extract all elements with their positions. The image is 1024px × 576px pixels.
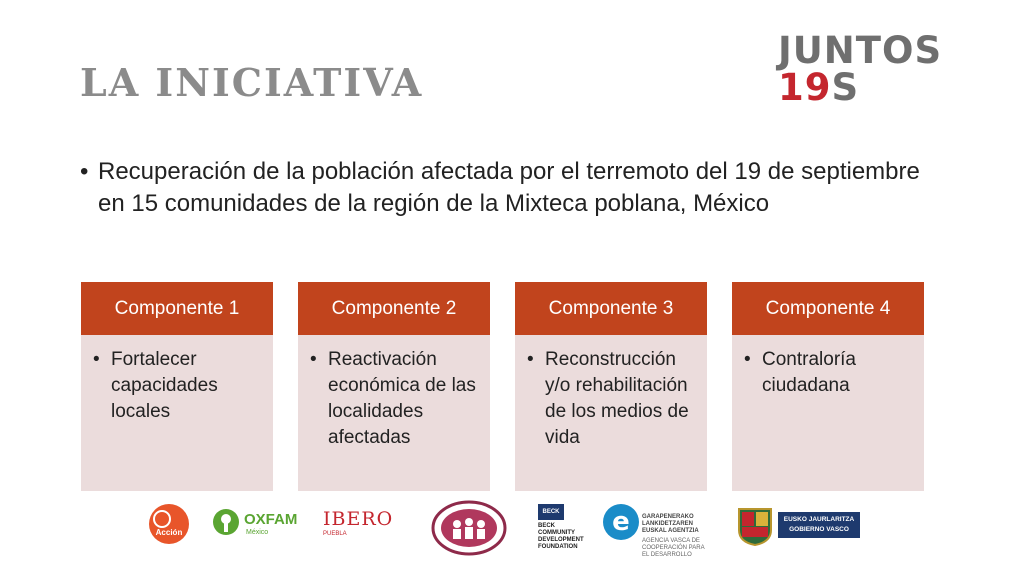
svg-text:e: e: [612, 507, 630, 537]
euskal-line: LANKIDETZAREN: [642, 521, 693, 527]
beck-line: DEVELOPMENT: [538, 537, 584, 543]
component-body: [298, 335, 490, 451]
oxfam-name: OXFAM: [244, 511, 298, 528]
component-card-2: [298, 282, 490, 491]
component-heading: Componente 1: [81, 282, 273, 335]
euskal-line: EL DESARROLLO: [642, 552, 692, 558]
euskal-line: COOPERACIÓN PARA: [642, 545, 705, 551]
oxfam-country: México: [246, 529, 269, 536]
brand-main-text: JUNTOS: [778, 29, 943, 72]
component-card-1: [81, 282, 273, 491]
component-body: [81, 335, 273, 425]
accion-logo: [149, 504, 189, 544]
beck-box: BECK: [538, 504, 564, 520]
beck-line: BECK: [538, 523, 556, 529]
euskal-line: EUSKAL AGENTZIA: [642, 528, 699, 534]
gobierno-vasco-logo: [736, 506, 864, 546]
component-item: Fortalecer capacidades locales: [111, 349, 218, 422]
brand-suffix: S: [831, 66, 860, 109]
bullet-icon: •: [80, 158, 89, 185]
component-heading: Componente 3: [515, 282, 707, 335]
beck-foundation-logo: [538, 504, 602, 564]
gobierno-line: GOBIERNO VASCO: [789, 526, 849, 533]
component-card-3: [515, 282, 707, 491]
component-heading: Componente 4: [732, 282, 924, 335]
component-item: Contraloría ciudadana: [762, 349, 856, 396]
bullet-icon: •: [93, 349, 100, 370]
ibero-name: IBERO: [323, 508, 394, 530]
ibero-sub: PUEBLA: [323, 531, 347, 537]
euskal-line: GARAPENERAKO: [642, 514, 694, 520]
component-item: Reactivación económica de las localidades afectadas: [328, 349, 476, 448]
community-seal-logo: [431, 500, 507, 556]
main-bullet-text: Recuperación de la población afectada por el terremoto del 19 de septiembre en 15 comunidades de la región de la Mixteca poblana, México: [98, 158, 920, 217]
partner-logos: [0, 496, 1024, 572]
gobierno-line: EUSKO JAURLARITZA: [783, 516, 855, 523]
euskal-line: AGENCIA VASCA DE: [642, 538, 700, 544]
euskal-agentzia-logo: [602, 500, 714, 566]
slide-title: LA INICIATIVA: [80, 60, 424, 105]
oxfam-logo: [212, 508, 298, 544]
bullet-icon: •: [310, 349, 317, 370]
bullet-icon: •: [527, 349, 534, 370]
component-body: [732, 335, 924, 399]
ibero-logo: [323, 510, 399, 540]
brand-number: 19: [778, 66, 832, 109]
oxfam-icon: [212, 508, 240, 536]
beck-line: COMMUNITY: [538, 530, 575, 536]
component-body: [515, 335, 707, 451]
component-heading: Componente 2: [298, 282, 490, 335]
main-bullet: [80, 156, 940, 220]
beck-line: FOUNDATION: [538, 544, 578, 550]
accion-ring-icon: [153, 510, 171, 528]
component-card-4: [732, 282, 924, 491]
component-item: Reconstrucción y/o rehabilitación de los medios de vida: [545, 349, 689, 448]
accion-logo-text: Acción: [155, 528, 183, 537]
coat-of-arms-icon: [736, 506, 774, 546]
bullet-icon: •: [744, 349, 751, 370]
euskal-e-icon: [602, 502, 640, 542]
juntos-19s-logo: [778, 29, 1024, 109]
